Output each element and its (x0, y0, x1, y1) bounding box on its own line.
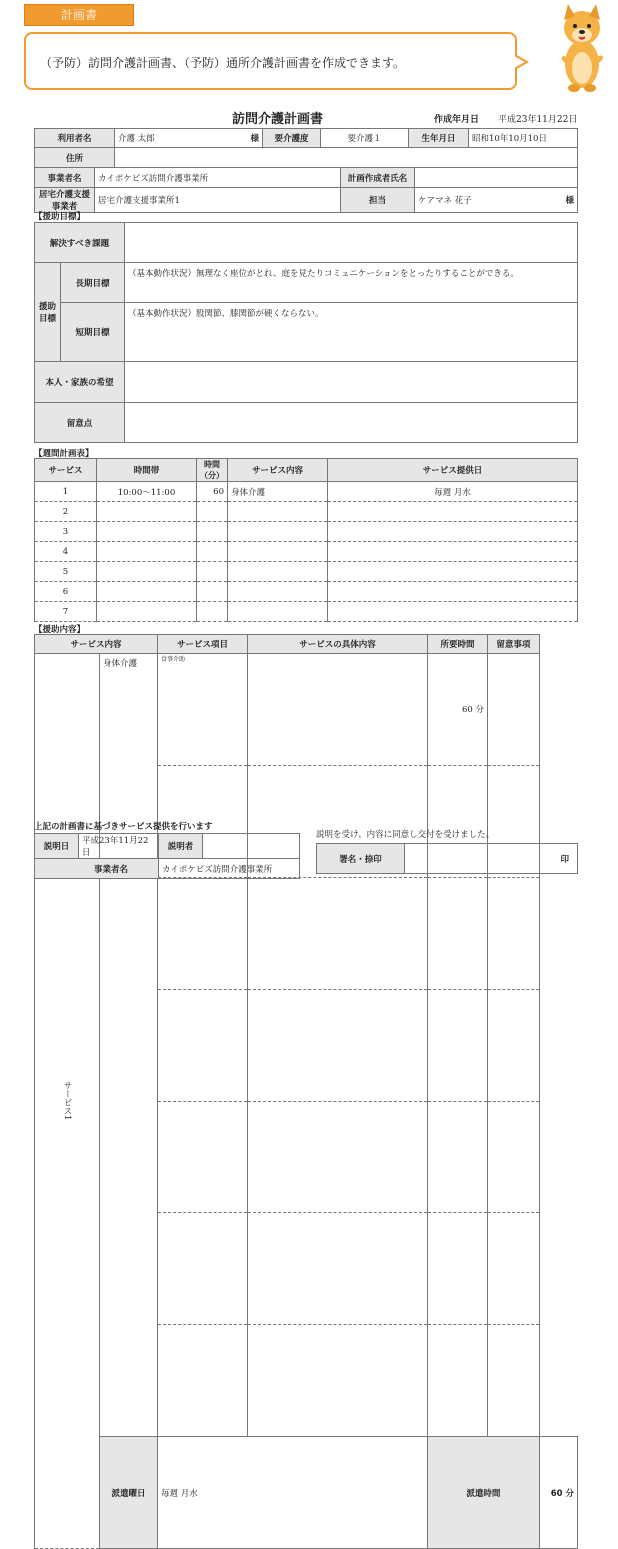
support-office-label: 居宅介護支援事業者 (35, 188, 95, 213)
user-name-label: 利用者名 (35, 129, 115, 148)
manager-label: 担当 (341, 188, 415, 213)
assist-table (34, 634, 578, 1549)
sign-table (316, 843, 578, 874)
weekly-row-content (228, 602, 328, 622)
assist-header-duration: 所要時間 (428, 635, 488, 654)
weekly-row (35, 562, 578, 582)
assist-header-item: サービス項目 (158, 635, 248, 654)
weekly-row-days (328, 562, 578, 582)
weekly-row-minutes (197, 582, 228, 602)
office-table (34, 167, 578, 213)
address-value (115, 148, 578, 168)
office-value: カイポケビズ訪問介護事業所 (95, 168, 341, 188)
weekly-row-days (328, 522, 578, 542)
short-goal-value: （基本動作状況）股関節、膝関節が硬くならない。 (125, 303, 578, 362)
explainer-label: 説明者 (159, 834, 203, 859)
weekly-header-minutes: 時間（分） (197, 459, 228, 482)
explainer-value (203, 834, 300, 859)
weekly-row-service-no: 5 (35, 562, 97, 582)
goals-table (34, 222, 578, 443)
weekly-row (35, 602, 578, 622)
weekly-row (35, 542, 578, 562)
support-office-value: 居宅介護支援事業所1 (95, 188, 341, 213)
issue-label: 解決すべき課題 (35, 223, 125, 263)
weekly-header-content: サービス内容 (228, 459, 328, 482)
weekly-row-days (328, 602, 578, 622)
weekly-row-content (228, 502, 328, 522)
weekly-row (35, 582, 578, 602)
assist-header-notes: 留意事項 (488, 635, 540, 654)
dispatch-time-label (428, 1437, 540, 1549)
assist-item-1: 食事介助 (158, 654, 248, 766)
seal-mark: 印 (405, 844, 578, 874)
weekly-row-content (228, 562, 328, 582)
bubble-text: （予防）訪問介護計画書、（予防）通所介護計画書を作成できます。 (40, 54, 405, 71)
weekly-row-content (228, 582, 328, 602)
care-level-value: 要介護１ (321, 129, 409, 148)
goal-group-label: 援助目標 (35, 263, 61, 362)
assist-section-label: 【援助内容】 (34, 623, 85, 635)
manager-value: ケアマネ 花子 様 (415, 188, 578, 213)
wish-value (125, 362, 578, 403)
info-table (34, 128, 578, 168)
user-name-value: 介護 太郎 様 (115, 129, 263, 148)
weekly-row-time (97, 562, 197, 582)
weekly-row (35, 522, 578, 542)
service-side-label: サービス1 (35, 654, 100, 1549)
weekly-row-days (328, 582, 578, 602)
weekly-row-content (228, 522, 328, 542)
created-date-value: 平成23年11月22日 (498, 112, 577, 125)
dispatch-day-label (100, 1437, 158, 1549)
weekly-row-service-no: 3 (35, 522, 97, 542)
weekly-row-time (97, 522, 197, 542)
assist-header-detail: サービスの具体内容 (248, 635, 428, 654)
assist-service-name: 身体介護 (100, 654, 158, 1437)
weekly-row-time (97, 582, 197, 602)
weekly-row-minutes (197, 602, 228, 622)
footer-office-value: カイポケビズ訪問介護事業所 (159, 859, 300, 879)
section-tag: 計画書 (24, 4, 134, 26)
dispatch-day-value (158, 1437, 428, 1549)
goals-section-label: 【援助目標】 (34, 210, 85, 222)
explain-date-label: 説明日 (35, 834, 79, 859)
weekly-row-minutes (197, 562, 228, 582)
weekly-row-time (97, 542, 197, 562)
weekly-row-service-no: 1 (35, 482, 97, 502)
document-title: 訪問介護計画書 (232, 108, 323, 127)
weekly-row-days: 毎週 月水 (328, 482, 578, 502)
footer-left-note: 上記の計画書に基づきサービス提供を行います (34, 820, 213, 832)
notes-label: 留意点 (35, 403, 125, 443)
weekly-row-service-no: 7 (35, 602, 97, 622)
long-goal-label: 長期目標 (61, 263, 125, 303)
birth-date-label: 生年月日 (409, 129, 469, 148)
weekly-row-minutes (197, 502, 228, 522)
explain-date-value: 平成23年11月22日 (79, 834, 159, 859)
weekly-section-label: 【週間計画表】 (34, 447, 94, 459)
weekly-row (35, 502, 578, 522)
weekly-row-time (97, 502, 197, 522)
weekly-row-minutes: 60 (197, 482, 228, 502)
issue-value (125, 223, 578, 263)
weekly-table (34, 458, 578, 622)
weekly-header-time: 時間帯 (97, 459, 197, 482)
weekly-row (35, 482, 578, 502)
created-date-label: 作成年月日 (434, 112, 479, 125)
weekly-row-service-no: 4 (35, 542, 97, 562)
weekly-row-days (328, 542, 578, 562)
office-label: 事業者名 (35, 168, 95, 188)
notes-value (125, 403, 578, 443)
weekly-row-service-no: 2 (35, 502, 97, 522)
dog-mascot-icon (548, 2, 614, 94)
wish-label: 本人・家族の希望 (35, 362, 125, 403)
weekly-row-minutes (197, 522, 228, 542)
assist-duration-1: 60 分 (428, 654, 488, 766)
sign-label: 署名・捺印 (317, 844, 405, 874)
long-goal-value: （基本動作状況）無理なく座位がとれ、庭を見たりコミュニケーションをとったりすることができる。 (125, 263, 578, 303)
footer-right-note: 説明を受け、内容に同意し交付を受けました。 (316, 828, 494, 840)
care-level-label: 要介護度 (263, 129, 321, 148)
weekly-row-minutes (197, 542, 228, 562)
weekly-row-days (328, 502, 578, 522)
weekly-row-time: 10:00～11:00 (97, 482, 197, 502)
footer-office-label: 事業者名 (35, 859, 159, 879)
explain-table (34, 833, 300, 879)
weekly-row-service-no: 6 (35, 582, 97, 602)
weekly-header-days: サービス提供日 (328, 459, 578, 482)
dispatch-time-value (539, 1437, 577, 1549)
weekly-row-content (228, 542, 328, 562)
weekly-header-service: サービス (35, 459, 97, 482)
weekly-row-time (97, 602, 197, 622)
weekly-row-content: 身体介護 (228, 482, 328, 502)
planner-value (415, 168, 578, 188)
assist-header-content: サービス内容 (35, 635, 158, 654)
birth-date-value: 昭和10年10月10日 (469, 129, 578, 148)
speech-bubble (24, 32, 517, 90)
address-label: 住所 (35, 148, 115, 168)
short-goal-label: 短期目標 (61, 303, 125, 362)
planner-label: 計画作成者氏名 (341, 168, 415, 188)
